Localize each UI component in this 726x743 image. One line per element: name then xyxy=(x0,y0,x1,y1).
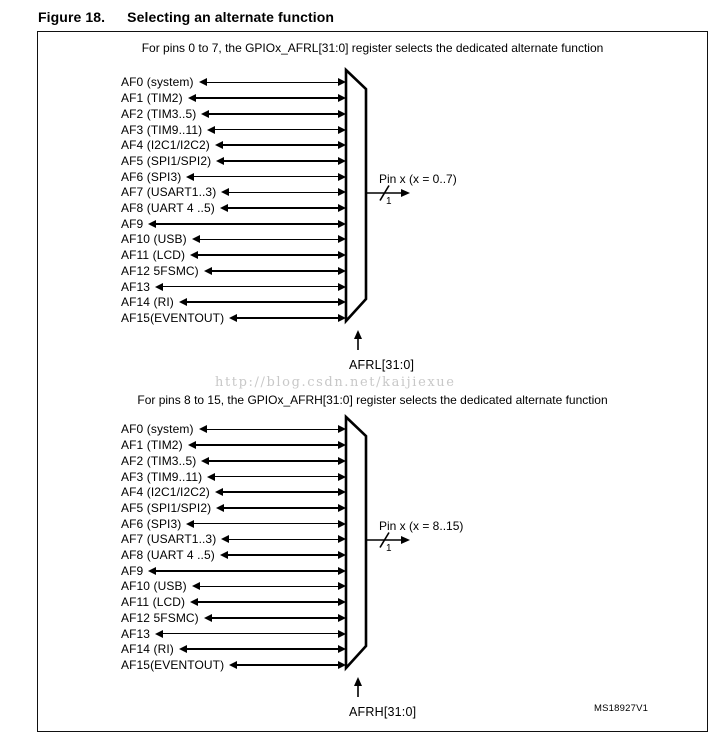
af-label: AF0 (system) xyxy=(121,422,194,437)
afr-register-input-arrow xyxy=(354,677,362,697)
af-label: AF6 (SPI3) xyxy=(121,516,182,531)
af-label: AF2 (TIM3..5) xyxy=(121,453,197,468)
figure-title xyxy=(38,9,334,25)
af-label: AF1 (TIM2) xyxy=(121,438,183,453)
af-label: AF3 (TIM9..11) xyxy=(121,469,203,484)
diagram-afrl-pins-0-7 xyxy=(38,32,707,379)
af-label: AF13 xyxy=(121,626,151,641)
af-label: AF1 (TIM2) xyxy=(121,91,183,106)
pin-output-label: Pin x (x = 0..7) xyxy=(379,172,457,186)
output-arrowhead xyxy=(401,536,410,544)
af-label: AF2 (TIM3..5) xyxy=(121,106,197,121)
register-label-afrl: AFRL[31:0] xyxy=(349,358,415,372)
af-label: AF14 (RI) xyxy=(121,295,174,310)
af-label: AF13 xyxy=(121,279,151,294)
diagram-afrh-pins-8-15 xyxy=(38,379,707,731)
af-label: AF3 (TIM9..11) xyxy=(121,122,203,137)
af-label: AF14 (RI) xyxy=(121,642,174,657)
af-label: AF10 (USB) xyxy=(121,579,187,594)
pin-output-label: Pin x (x = 8..15) xyxy=(379,519,464,533)
af-label: AF9 xyxy=(121,563,144,578)
af-label: AF8 (UART 4 ..5) xyxy=(121,201,215,216)
figure-caption: Selecting an alternate function xyxy=(127,9,335,25)
diagram-afrh-caption: For pins 8 to 15, the GPIOx_AFRH[31:0] register selects the dedicated alternate function xyxy=(137,393,608,407)
af-label: AF15(EVENTOUT) xyxy=(121,310,225,325)
figure-number: Figure 18. xyxy=(38,9,106,25)
af-label: AF11 (LCD) xyxy=(121,248,186,263)
af-label: AF9 xyxy=(121,216,144,231)
af-label: AF12 5FSMC) xyxy=(121,263,199,278)
input-arrowhead-up xyxy=(354,677,362,686)
bus-width-label: 1 xyxy=(386,543,392,554)
af-label: AF15(EVENTOUT) xyxy=(121,657,225,672)
figure-id-code: MS18927V1 xyxy=(594,703,649,714)
watermark-text: http://blog.csdn.net/kaijiexue xyxy=(215,375,456,390)
mux-trapezoid xyxy=(346,70,366,321)
mux-shape-svg xyxy=(38,379,709,729)
af-label: AF6 (SPI3) xyxy=(121,169,182,184)
afr-register-input-arrow xyxy=(354,330,362,350)
af-label: AF8 (UART 4 ..5) xyxy=(121,548,215,563)
mux-shape-svg xyxy=(38,32,709,382)
diagram-afrl-caption: For pins 0 to 7, the GPIOx_AFRL[31:0] register selects the dedicated alternate function xyxy=(141,41,604,55)
af-label: AF4 (I2C1/I2C2) xyxy=(121,138,210,153)
af-label: AF5 (SPI1/SPI2) xyxy=(121,153,212,168)
input-arrowhead-up xyxy=(354,330,362,339)
register-label-afrh: AFRH[31:0] xyxy=(349,705,417,719)
af-label: AF12 5FSMC) xyxy=(121,610,199,625)
af-label: AF0 (system) xyxy=(121,75,194,90)
af-label: AF11 (LCD) xyxy=(121,595,186,610)
bus-width-label: 1 xyxy=(386,196,392,207)
af-label: AF4 (I2C1/I2C2) xyxy=(121,485,210,500)
mux-trapezoid xyxy=(346,417,366,668)
af-label: AF7 (USART1..3) xyxy=(121,532,217,547)
output-arrowhead xyxy=(401,189,410,197)
af-label: AF5 (SPI1/SPI2) xyxy=(121,500,212,515)
figure-box xyxy=(37,31,708,732)
af-label: AF7 (USART1..3) xyxy=(121,185,217,200)
af-label: AF10 (USB) xyxy=(121,232,187,247)
